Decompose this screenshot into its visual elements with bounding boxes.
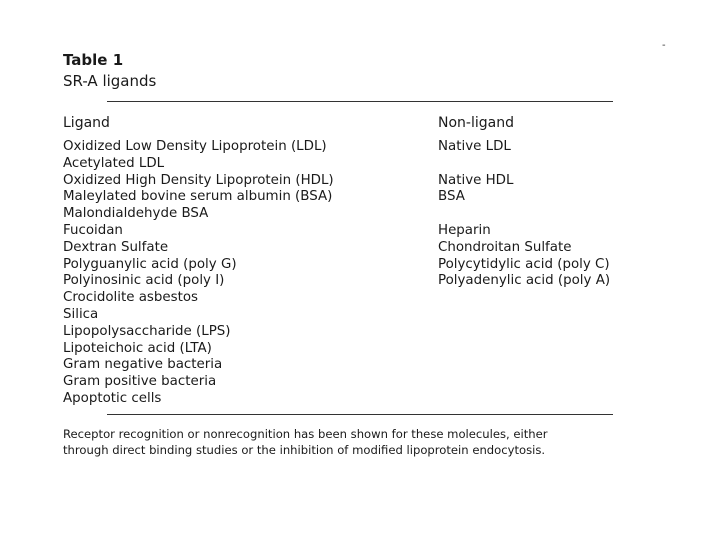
ligand-item: Crocidolite asbestos [63,290,199,306]
table-footnote [63,426,663,458]
table-title: Table 1 [63,51,124,69]
nonligand-item: Native LDL [438,139,511,154]
nonligand-item: Polyadenylic acid (poly A) [438,273,611,289]
ligand-list [63,139,334,408]
ligand-item: Oxidized High Density Lipoprotein (HDL) [63,172,334,188]
nonligand-column-header: Non-ligand [438,115,514,131]
ligand-item: Polyguanylic acid (poly G) [63,256,237,272]
ligand-item: Gram positive bacteria [63,374,217,390]
ligand-item: Polyinosinic acid (poly I) [63,273,225,289]
ligand-item: Silica [63,306,99,322]
nonligand-item: BSA [438,189,465,205]
nonligand-item: Native HDL [438,172,514,188]
ligand-item: Gram negative bacteria [63,357,223,373]
ligand-item: Fucoidan [63,222,123,238]
ligand-item: Acetylated LDL [63,155,165,171]
nonligand-item [438,156,610,173]
footnote-line: through direct binding studies or the inhibition of modified lipoprotein endocytosis. [63,443,546,457]
ligand-item: Lipoteichoic acid (LTA) [63,340,212,356]
ligand-item: Dextran Sulfate [63,239,169,255]
ligand-item: Apoptotic cells [63,390,162,406]
nonligand-item: Heparin [438,222,491,238]
ligand-item: Lipopolysaccharide (LPS) [63,323,231,339]
ligand-item: Malondialdehyde BSA [63,206,209,222]
nonligand-item: Polycytidylic acid (poly C) [438,256,610,272]
nonligand-item [438,206,610,223]
footnote-line: Receptor recognition or nonrecognition has been shown for these molecules, either [63,427,548,441]
top-rule [107,101,613,102]
ligand-item: Maleylated bovine serum albumin (BSA) [63,189,333,205]
bottom-rule [107,414,613,415]
ligand-column-header: Ligand [63,115,110,131]
nonligand-item: Chondroitan Sulfate [438,239,572,255]
nonligand-list [438,139,610,290]
ligand-item: Oxidized Low Density Lipoprotein (LDL) [63,139,327,154]
corner-mark: - [662,40,666,51]
table-subtitle: SR-A ligands [63,72,157,90]
